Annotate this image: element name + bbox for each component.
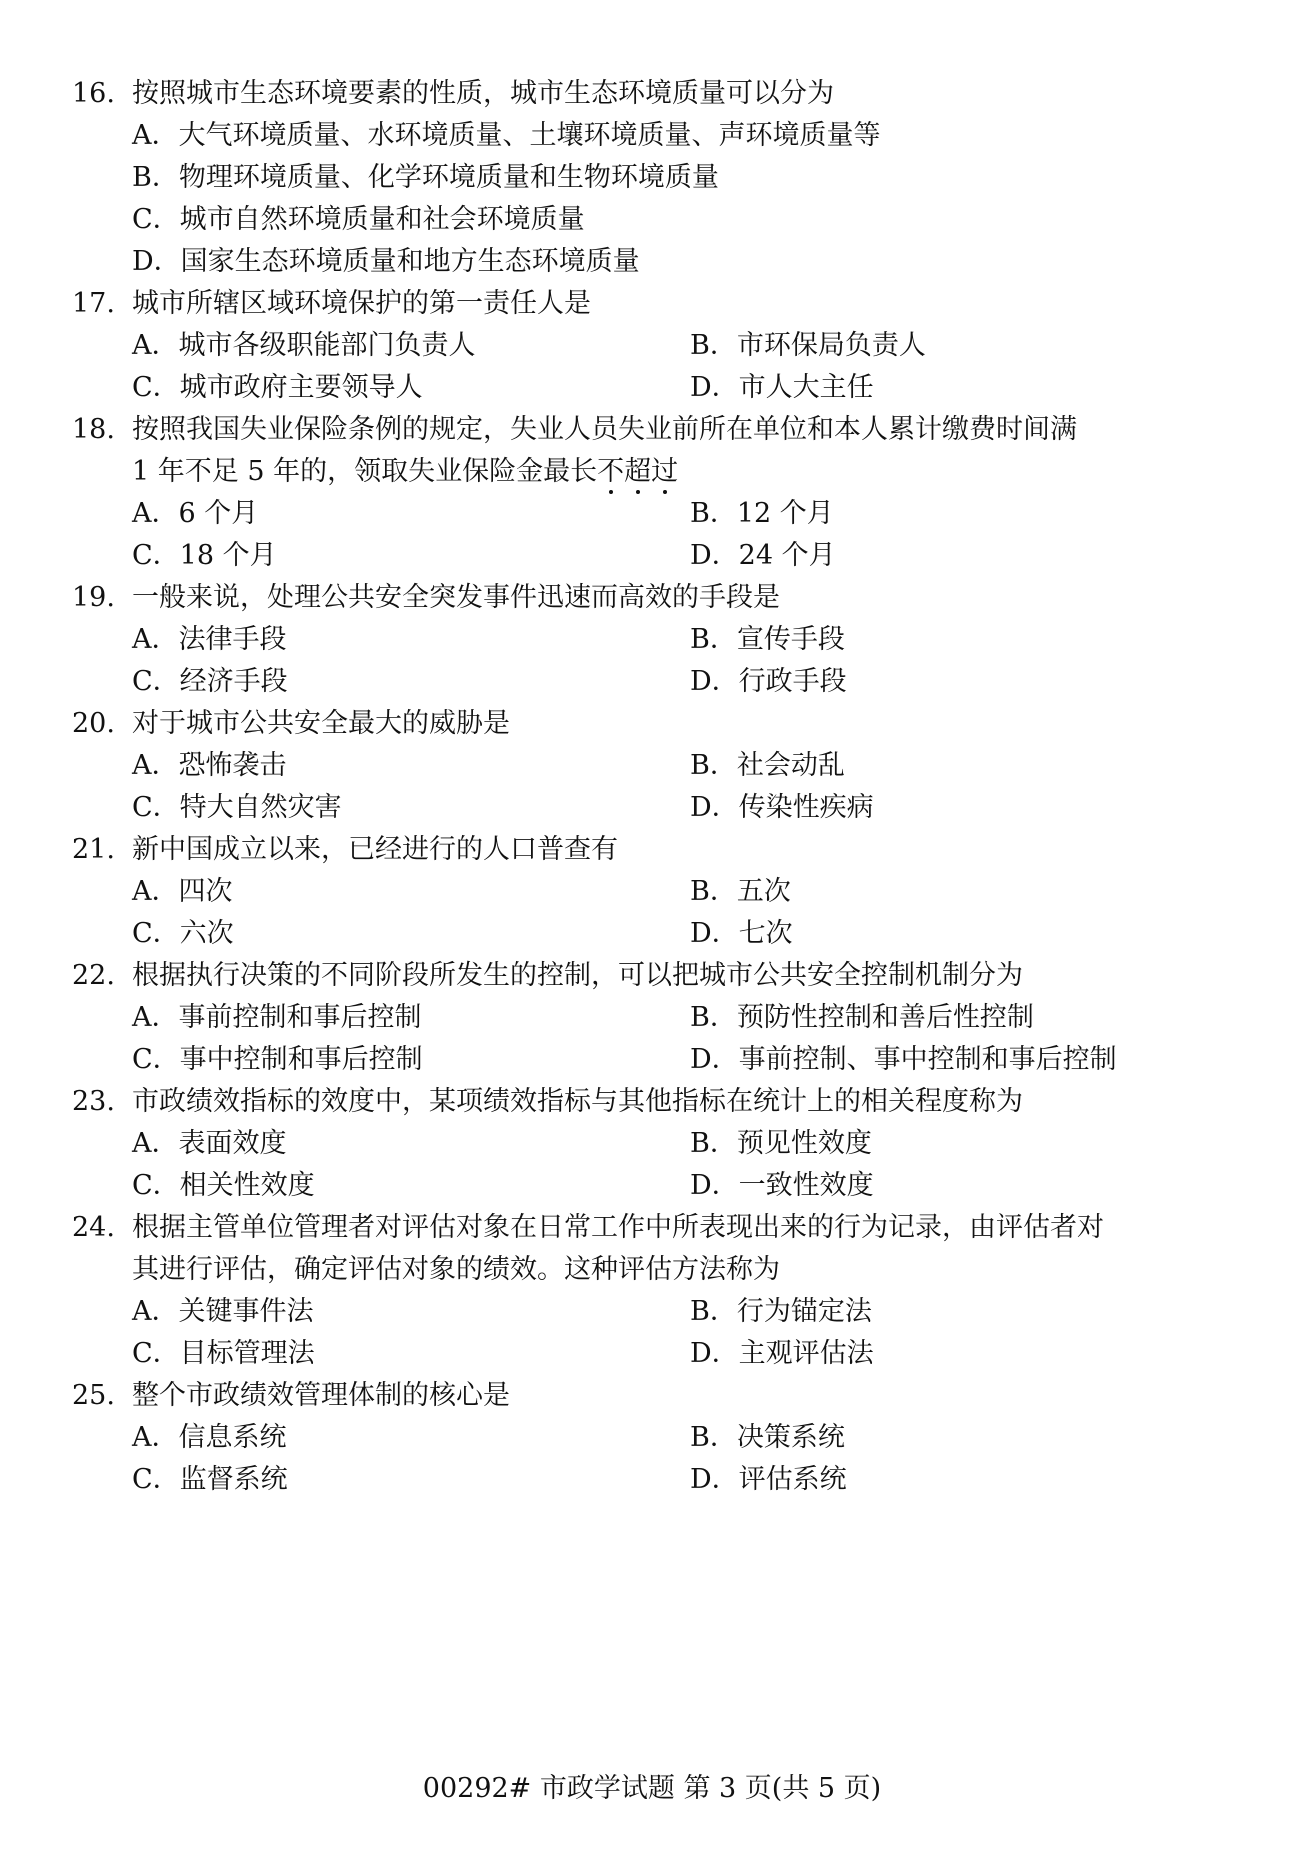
option-a: A．信息系统	[132, 1422, 287, 1453]
option-a: A．法律手段	[132, 624, 287, 655]
question-number: 21.	[72, 834, 115, 865]
question-number: 20.	[72, 708, 115, 739]
question-number: 19.	[72, 582, 115, 613]
option-b: B．预防性控制和善后性控制	[690, 1002, 1034, 1033]
option-d: D．国家生态环境质量和地方生态环境质量	[132, 246, 640, 277]
question-stem-continued	[132, 458, 678, 485]
option-b: B．社会动乱	[690, 750, 845, 781]
question-number: 23.	[72, 1086, 115, 1117]
option-b: B．预见性效度	[690, 1128, 872, 1159]
option-b: B．五次	[690, 876, 791, 907]
option-d: D．行政手段	[690, 666, 847, 697]
question-stem: 城市所辖区域环境保护的第一责任人是	[132, 288, 591, 319]
option-b: B．市环保局负责人	[690, 330, 926, 361]
emphasized-char: 超	[624, 456, 652, 487]
option-a: A．关键事件法	[132, 1296, 314, 1327]
question-stem: 根据主管单位管理者对评估对象在日常工作中所表现出来的行为记录，由评估者对	[132, 1212, 1104, 1243]
question-number: 18.	[72, 414, 115, 445]
option-c: C．城市自然环境质量和社会环境质量	[132, 204, 585, 235]
option-c: C．18 个月	[132, 540, 277, 571]
page-footer: 00292# 市政学试题 第 3 页(共 5 页)	[422, 1773, 882, 1804]
question-number: 16.	[72, 78, 115, 109]
option-a: A．6 个月	[132, 498, 259, 529]
option-d: D．主观评估法	[690, 1338, 874, 1369]
option-d: D．传染性疾病	[690, 792, 874, 823]
option-c: C．六次	[132, 918, 234, 949]
emphasized-char: 不	[597, 456, 625, 487]
option-d: D．市人大主任	[690, 372, 874, 403]
option-a: A．表面效度	[132, 1128, 287, 1159]
option-c: C．特大自然灾害	[132, 792, 342, 823]
option-d: D．24 个月	[690, 540, 836, 571]
option-d: D．七次	[690, 918, 793, 949]
question-number: 24.	[72, 1212, 115, 1243]
emphasized-char: 过	[651, 456, 679, 487]
question-stem: 新中国成立以来，已经进行的人口普查有	[132, 834, 618, 865]
option-b: B．宣传手段	[690, 624, 845, 655]
option-b: B．12 个月	[690, 498, 834, 529]
question-number: 22.	[72, 960, 115, 991]
option-c: C．相关性效度	[132, 1170, 315, 1201]
option-d: D．一致性效度	[690, 1170, 874, 1201]
question-stem: 根据执行决策的不同阶段所发生的控制，可以把城市公共安全控制机制分为	[132, 960, 1023, 991]
question-stem: 市政绩效指标的效度中，某项绩效指标与其他指标在统计上的相关程度称为	[132, 1086, 1023, 1117]
option-c: C．经济手段	[132, 666, 288, 697]
option-b: B．行为锚定法	[690, 1296, 872, 1327]
question-number: 25.	[72, 1380, 115, 1411]
option-c: C．目标管理法	[132, 1338, 315, 1369]
option-c: C．监督系统	[132, 1464, 288, 1495]
question-stem-continued: 其进行评估，确定评估对象的绩效。这种评估方法称为	[132, 1254, 780, 1285]
option-a: A．城市各级职能部门负责人	[132, 330, 476, 361]
option-a: A．四次	[132, 876, 233, 907]
option-a: A．恐怖袭击	[132, 750, 287, 781]
option-b: B．决策系统	[690, 1422, 845, 1453]
question-stem: 按照我国失业保险条例的规定，失业人员失业前所在单位和本人累计缴费时间满	[132, 414, 1077, 445]
question-stem: 按照城市生态环境要素的性质，城市生态环境质量可以分为	[132, 78, 834, 109]
question-stem: 整个市政绩效管理体制的核心是	[132, 1380, 510, 1411]
option-d: D．评估系统	[690, 1464, 847, 1495]
option-d: D．事前控制、事中控制和事后控制	[690, 1044, 1117, 1075]
option-c: C．事中控制和事后控制	[132, 1044, 423, 1075]
option-c: C．城市政府主要领导人	[132, 372, 423, 403]
stem-text: 1 年不足 5 年的，领取失业保险金最长	[132, 456, 598, 487]
question-stem: 对于城市公共安全最大的威胁是	[132, 708, 510, 739]
option-a: A．大气环境质量、水环境质量、土壤环境质量、声环境质量等	[132, 120, 881, 151]
question-stem: 一般来说，处理公共安全突发事件迅速而高效的手段是	[132, 582, 780, 613]
option-a: A．事前控制和事后控制	[132, 1002, 422, 1033]
question-number: 17.	[72, 288, 115, 319]
option-b: B．物理环境质量、化学环境质量和生物环境质量	[132, 162, 719, 193]
